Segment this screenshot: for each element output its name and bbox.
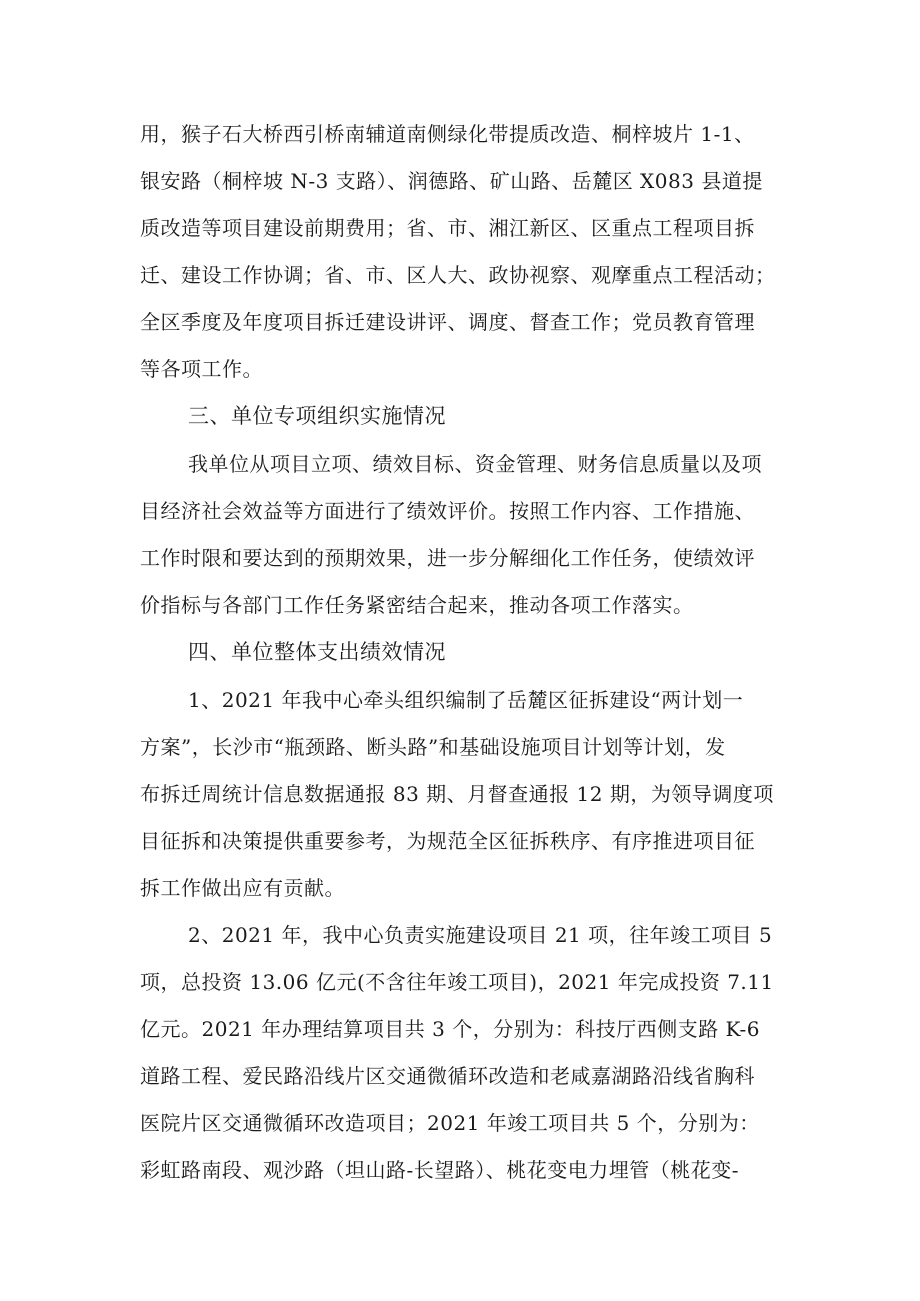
text-line: 目经济社会效益等方面进行了绩效评价。按照工作内容、工作措施、 [140, 499, 755, 523]
text-line: 质改造等项目建设前期费用；省、市、湘江新区、区重点工程项目拆 [140, 216, 755, 240]
text-line: 项，总投资 13.06 亿元(不含往年竣工项目)，2021 年完成投资 7.11 [140, 970, 774, 994]
text-line: 方案”，长沙市“瓶颈路、断头路”和基础设施项目计划等计划，发 [140, 735, 726, 759]
text-line: 价指标与各部门工作任务紧密结合起来，推动各项工作落实。 [140, 593, 694, 617]
section-heading: 四、单位整体支出绩效情况 [188, 640, 446, 664]
text-line: 道路工程、爱民路沿线片区交通微循环改造和老咸嘉湖路沿线省胸科 [140, 1064, 755, 1088]
section-heading: 三、单位专项组织实施情况 [188, 404, 446, 428]
text-line: 2、2021 年，我中心负责实施建设项目 21 项，往年竣工项目 5 [188, 923, 773, 947]
text-line: 目征拆和决策提供重要参考，为规范全区征拆秩序、有序推进项目征 [140, 829, 755, 853]
text-line: 工作时限和要达到的预期效果，进一步分解细化工作任务，使绩效评 [140, 546, 755, 570]
text-line: 等各项工作。 [140, 357, 263, 381]
text-line: 医院片区交通微循环改造项目；2021 年竣工项目共 5 个，分别为： [140, 1111, 760, 1135]
text-line: 迁、建设工作协调；省、市、区人大、政协视察、观摩重点工程活动； [140, 263, 776, 287]
text-line: 1、2021 年我中心牵头组织编制了岳麓区征拆建设“两计划一 [188, 688, 744, 712]
text-line: 彩虹路南段、观沙路（坦山路-长望路）、桃花变电力埋管（桃花变- [140, 1158, 740, 1182]
text-line: 用，猴子石大桥西引桥南辅道南侧绿化带提质改造、桐梓坡片 1-1、 [140, 122, 755, 146]
text-line: 银安路（桐梓坡 N-3 支路）、润德路、矿山路、岳麓区 X083 县道提 [140, 169, 763, 193]
text-line: 布拆迁周统计信息数据通报 83 期、月督查通报 12 期，为领导调度项 [140, 782, 774, 806]
text-line: 亿元。2021 年办理结算项目共 3 个，分别为：科技厅西侧支路 K-6 [140, 1017, 761, 1041]
text-line: 拆工作做出应有贡献。 [140, 876, 345, 900]
text-line: 全区季度及年度项目拆迁建设讲评、调度、督查工作；党员教育管理 [140, 310, 755, 334]
text-line: 我单位从项目立项、绩效目标、资金管理、财务信息质量以及项 [188, 452, 762, 476]
